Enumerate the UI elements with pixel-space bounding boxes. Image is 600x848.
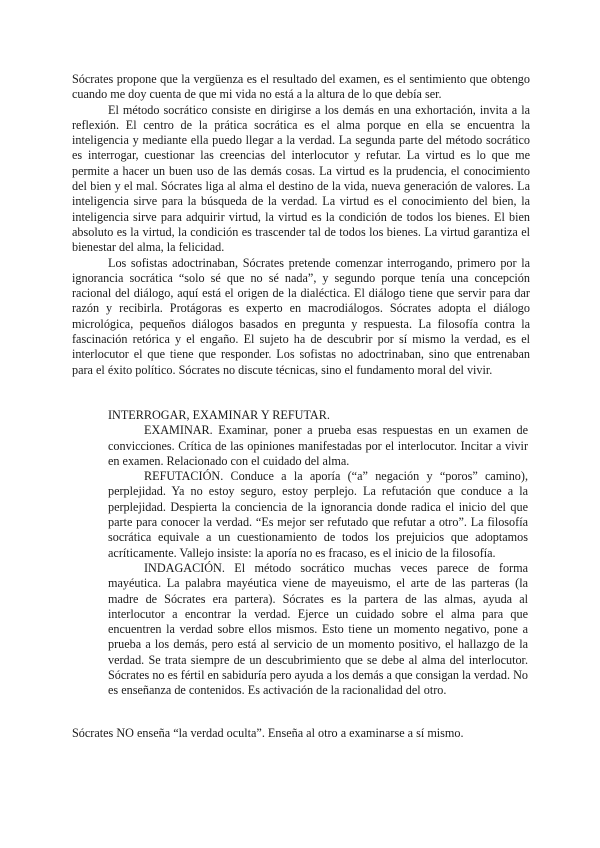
- paragraph-examinar: EXAMINAR. Examinar, poner a prueba esas respuestas en un examen de convicciones. Crítica de las opiniones manifestadas por el interlocutor. Incitar a vivir en examen. Relacionado con el cuidado del alma.: [108, 423, 528, 468]
- main-text: [72, 72, 530, 378]
- paragraph-sophists: Los sofistas adoctrinaban, Sócrates pretende comenzar interrogando, primero por la ignorancia socrática “solo sé que no sé nada”, y segundo porque tenía una concepción racional del diálogo, aquí está el origen de la dialéctica. El diálogo tiene que servir para dar razón y recibirla. Protágoras es experto en macrodiálogos. Sócrates adopta el diálogo micrológica, pequeños diálogos basados en pregunta y respuesta. La filosofía contra la fascinación retórica y el engaño. El sujeto ha de descubrir por sí mismo la verdad, es el interlocutor el que tiene que responder. Los sofistas no adoctrinaban, sino que entrenaban para el éxito político. Sócrates no discute técnicas, sino el fundamento moral del vivir.: [72, 255, 530, 377]
- paragraph-method: El método socrático consiste en dirigirse a los demás en una exhortación, invita a la reflexión. El centro de la prática socrática es el alma porque en ella se encuentra la inteligencia y mediante ella puedo llegar a la verdad. La segunda parte del método socrático es interrogar, cuestionar las creencias del interlocutor y refutar. La virtud es lo que me permite a hacer un buen uso de las demás cosas. La virtud es la prudencia, el conocimiento del bien y el mal. Sócrates liga al alma el destino de la vida, nueva generación de valores. La inteligencia sirve para la búsqueda de la verdad. La virtud es el conocimiento del bien, la inteligencia sirve para adquirir virtud, la virtud es la condición de todos los bienes. El bien absoluto es la virtud, la condición es trascender tal de todos los bienes. La virtud garantiza el bienestar del alma, la felicidad.: [72, 102, 530, 255]
- intro-paragraph: Sócrates propone que la vergüenza es el resultado del examen, es el sentimiento que obtengo cuando me doy cuenta de que mi vida no está a la altura de lo que debía ser.: [72, 72, 530, 102]
- section-interrogar: [108, 408, 528, 699]
- conclusion-block: [72, 726, 530, 741]
- conclusion-paragraph: Sócrates NO enseña “la verdad oculta”. Enseña al otro a examinarse a sí mismo.: [72, 726, 464, 740]
- section-heading: INTERROGAR, EXAMINAR Y REFUTAR.: [108, 408, 330, 422]
- paragraph-refutacion: REFUTACIÓN. Conduce a la aporía (“a” negación y “poros” camino), perplejidad. Ya no estoy seguro, estoy perplejo. La refutación que conduce a la perplejidad. Despierta la conciencia de la ignorancia donde radica el inicio del que parte para conocer la verdad. “Es mejor ser refutado que refutar a otro”. La filosofía socrática equivale a un cuestionamiento de todos los prejuicios que adoptamos acríticamente. Vallejo insiste: la aporía no es fracaso, es el inicio de la filosofía.: [108, 469, 528, 560]
- paragraph-indagacion: INDAGACIÓN. El método socrático muchas veces parece de forma mayéutica. La palabra mayéutica viene de mayeuismo, el arte de las parteras (la madre de Sócrates era partera). Sócrates es la partera de las almas, ayuda al interlocutor a encontrar la verdad. Ejerce un cuidado sobre el alma para que encuentren la verdad sobre ellos mismos. Esto tiene un momento negativo, pone a prueba a los demás, pero está al servicio de un momento positivo, el hallazgo de la verdad. Se trata siempre de un descubrimiento que se debe al alma del interlocutor. Sócrates no es fértil en sabiduría pero ayuda a los demás a que consigan la verdad. No es enseñanza de contenidos. Es activación de la racionalidad del otro.: [108, 560, 528, 698]
